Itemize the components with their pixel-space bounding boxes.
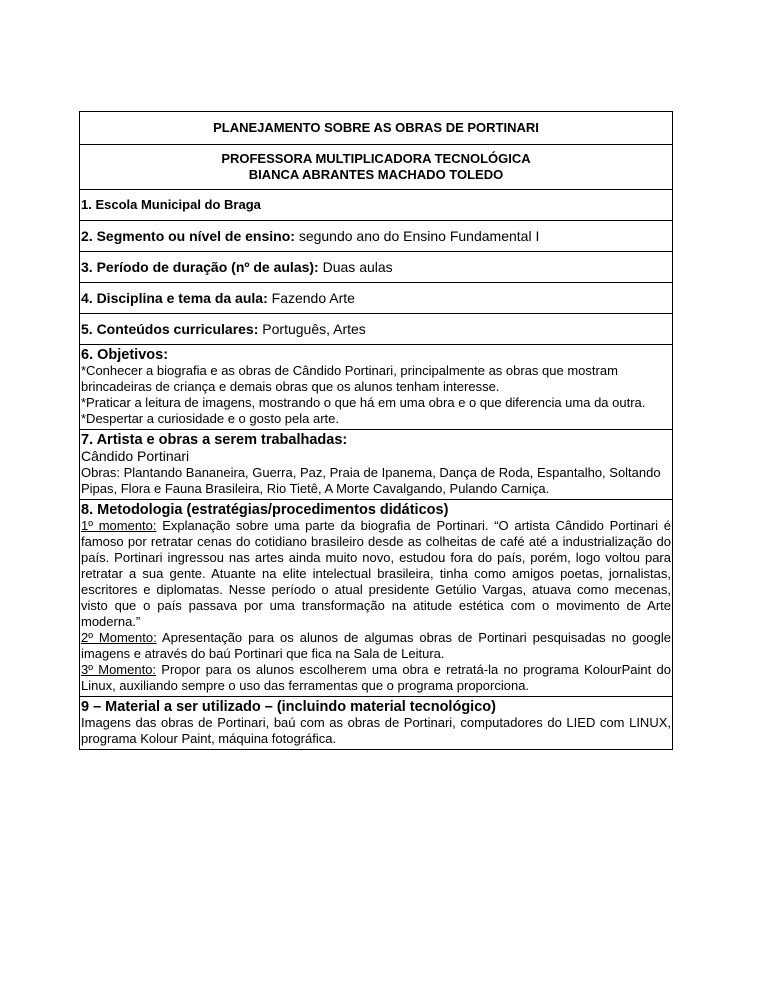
objetivo-item: *Conhecer a biografia e as obras de Cândido Portinari, principalmente as obras que mostram brincadeiras de criança e demais obras que os alunos tenham interesse. <box>81 363 618 394</box>
artista-name: Cândido Portinari <box>81 448 190 464</box>
segmento-value: segundo ano do Ensino Fundamental I <box>294 227 540 244</box>
artista-obras: Obras: Plantando Bananeira, Guerra, Paz, Praia de Ipanema, Dança de Roda, Espantalho, Soltando Pipas, Flora e Fauna Brasileira, Rio Tietê, A Morte Cavalgando, Pulando Carniça. <box>81 465 661 496</box>
segmento-label: 2. Segmento ou nível de ensino: <box>81 227 295 244</box>
momento-1-label: 1º momento: <box>81 518 157 533</box>
momento-3-label: 3º Momento: <box>81 662 157 677</box>
conteudos-label: 5. Conteúdos curriculares: <box>81 320 259 337</box>
periodo-label: 3. Período de duração (nº de aulas): <box>81 258 319 275</box>
momento-1-text: Explanação sobre uma parte da biografia de Portinari. “O artista Cândido Portinari é famoso por retratar cenas do cotidiano brasileiro desde as colheitas de café até a industrialização do país. Portinari ingressou nas artes ainda muito novo, estudou fora do país, porém, logo voltou para retratar a sua gente. Atuante na elite intelectual brasileira, tinha como amigos poetas, jornalistas, escritores e diplomatas. Nesse período o atual presidente Getúlio Vargas, atuava como mecenas, visto que o país passava por uma transformação na atitude estética com o movimento de Arte moderna.” <box>81 518 671 629</box>
momento-3-text: Propor para os alunos escolherem uma obra e retratá-la no programa KolourPaint do Linux, auxiliando sempre o uso das ferramentas que o programa proporciona. <box>81 662 671 693</box>
momento-3 <box>81 662 671 694</box>
disciplina-label: 4. Disciplina e tema da aula: <box>81 289 268 306</box>
periodo-cell <box>80 252 673 283</box>
objetivos-label: 6. Objetivos: <box>81 347 169 363</box>
periodo-value: Duas aulas <box>318 258 393 275</box>
metodologia-cell <box>80 500 673 697</box>
momento-2-text: Apresentação para os alunos de algumas obras de Portinari pesquisadas no google imagens e através do baú Portinari que fica na Sala de Leitura. <box>81 630 671 661</box>
disciplina-value: Fazendo Arte <box>267 289 355 306</box>
segmento-cell <box>80 221 673 252</box>
material-text: Imagens das obras de Portinari, baú com as obras de Portinari, computadores do LIED com LINUX, programa Kolour Paint, máquina fotográfica. <box>81 715 671 746</box>
objetivos-cell <box>80 345 673 430</box>
professor-role: PROFESSORA MULTIPLICADORA TECNOLÓGICA <box>221 151 531 166</box>
professor-name: BIANCA ABRANTES MACHADO TOLEDO <box>248 167 504 182</box>
artista-cell <box>80 430 673 500</box>
conteudos-cell <box>80 314 673 345</box>
disciplina-cell <box>80 283 673 314</box>
professor-cell <box>80 145 673 190</box>
momento-2-label: 2º Momento: <box>81 630 157 645</box>
material-cell <box>80 697 673 750</box>
metodologia-label: 8. Metodologia (estratégias/procedimentos didáticos) <box>81 502 449 518</box>
objetivo-item: *Praticar a leitura de imagens, mostrando o que há em uma obra e o que diferencia uma da outra. <box>81 395 646 410</box>
escola-cell: 1. Escola Municipal do Braga <box>80 190 673 221</box>
artista-label: 7. Artista e obras a serem trabalhadas: <box>81 432 348 448</box>
momento-2 <box>81 630 671 662</box>
material-label: 9 – Material a ser utilizado – (incluindo material tecnológico) <box>81 699 496 715</box>
planning-table <box>79 111 673 750</box>
document-title: PLANEJAMENTO SOBRE AS OBRAS DE PORTINARI <box>80 112 673 145</box>
momento-1 <box>81 518 671 630</box>
objetivo-item: *Despertar a curiosidade e o gosto pela arte. <box>81 411 339 426</box>
conteudos-value: Português, Artes <box>258 320 366 337</box>
